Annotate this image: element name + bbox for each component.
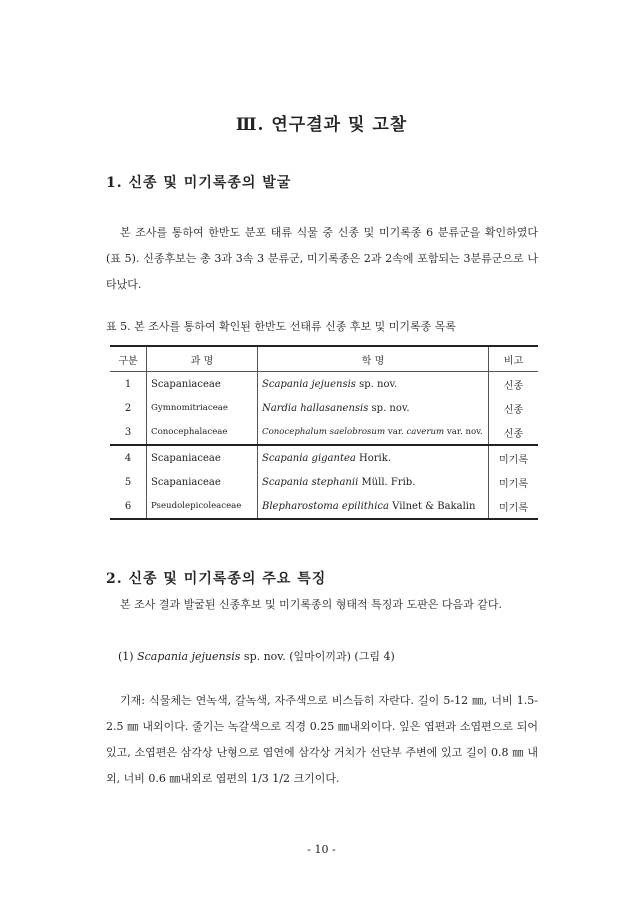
- cell-family: Gymnomitriaceae: [147, 396, 258, 420]
- section2-title: 2. 신종 및 미기록종의 주요 특징: [106, 571, 327, 587]
- cell-note: 미기록: [489, 470, 539, 494]
- cell-scientific-name: Scapania stephanii Müll. Frib.: [258, 470, 489, 494]
- section1-paragraph: 본 조사를 통하여 한반도 분포 태류 식물 중 신종 및 미기록종 6 분류군을 확인하였다 (표 5). 신종후보는 총 3과 3속 3 분류군, 미기록종은 2과 2속에 포함되는 3분류군으로 나타났다.: [106, 226, 538, 291]
- cell-no: 5: [110, 470, 147, 494]
- cell-family: Conocephalaceae: [147, 420, 258, 445]
- header-family: 과 명: [147, 346, 258, 372]
- cell-note: 미기록: [489, 494, 539, 519]
- table-row: [110, 494, 538, 519]
- cell-scientific-name: Scapania jejuensis sp. nov.: [258, 372, 489, 397]
- cell-family: Scapaniaceae: [147, 372, 258, 397]
- cell-note: 신종: [489, 396, 539, 420]
- cell-no: 4: [110, 445, 147, 470]
- cell-note: 신종: [489, 372, 539, 397]
- section2-paragraph: 본 조사 결과 발굴된 신종후보 및 미기록종의 형태적 특징과 도판은 다음과 같다.: [120, 598, 502, 611]
- species-heading: (1) Scapania jejuensis sp. nov. (잎마이끼과) (그림 4): [118, 650, 395, 663]
- description-paragraph: 기재: 식물체는 연녹색, 갈녹색, 자주색으로 비스듬히 자란다. 길이 5-12 ㎜, 너비 1.5-2.5 ㎜ 내외이다. 줄기는 녹갈색으로 직경 0.25 ㎜내외이다. 잎은 엽편과 소엽편으로 되어있고, 소엽편은 삼각상 난형으로 엽연에 삼각상 거치가 선단부 주변에 있고 길이 0.8 ㎜ 내외, 너비 0.6 ㎜내외로 엽편의 1/3 1/2 크기이다.: [106, 694, 538, 785]
- cell-note: 신종: [489, 420, 539, 445]
- species-table: [110, 345, 538, 520]
- table-row: [110, 396, 538, 420]
- table-row: [110, 470, 538, 494]
- cell-family: Scapaniaceae: [147, 470, 258, 494]
- table-caption: 표 5. 본 조사를 통하여 확인된 한반도 선태류 신종 후보 및 미기록종 목록: [106, 320, 456, 333]
- section1-title: 1. 신종 및 미기록종의 발굴: [106, 175, 292, 191]
- header-note: 비고: [489, 346, 539, 372]
- cell-scientific-name: Scapania gigantea Horik.: [258, 445, 489, 470]
- cell-family: Scapaniaceae: [147, 445, 258, 470]
- cell-family: Pseudolepicoleaceae: [147, 494, 258, 519]
- cell-no: 3: [110, 420, 147, 445]
- cell-scientific-name: Nardia hallasanensis sp. nov.: [258, 396, 489, 420]
- page-number: - 10 -: [307, 843, 336, 856]
- table-header-row: [110, 346, 538, 372]
- cell-no: 1: [110, 372, 147, 397]
- cell-note: 미기록: [489, 445, 539, 470]
- cell-no: 6: [110, 494, 147, 519]
- chapter-title: Ⅲ. 연구결과 및 고찰: [235, 115, 408, 135]
- cell-scientific-name: Blepharostoma epilithica Vilnet & Bakalin: [258, 494, 489, 519]
- table-row: [110, 445, 538, 470]
- table-row: [110, 372, 538, 397]
- table-row: [110, 420, 538, 445]
- header-scientific-name: 학 명: [258, 346, 489, 372]
- cell-no: 2: [110, 396, 147, 420]
- header-category: 구분: [110, 346, 147, 372]
- cell-scientific-name: Conocephalum saelobrosum var. caverum var. nov.: [258, 420, 489, 445]
